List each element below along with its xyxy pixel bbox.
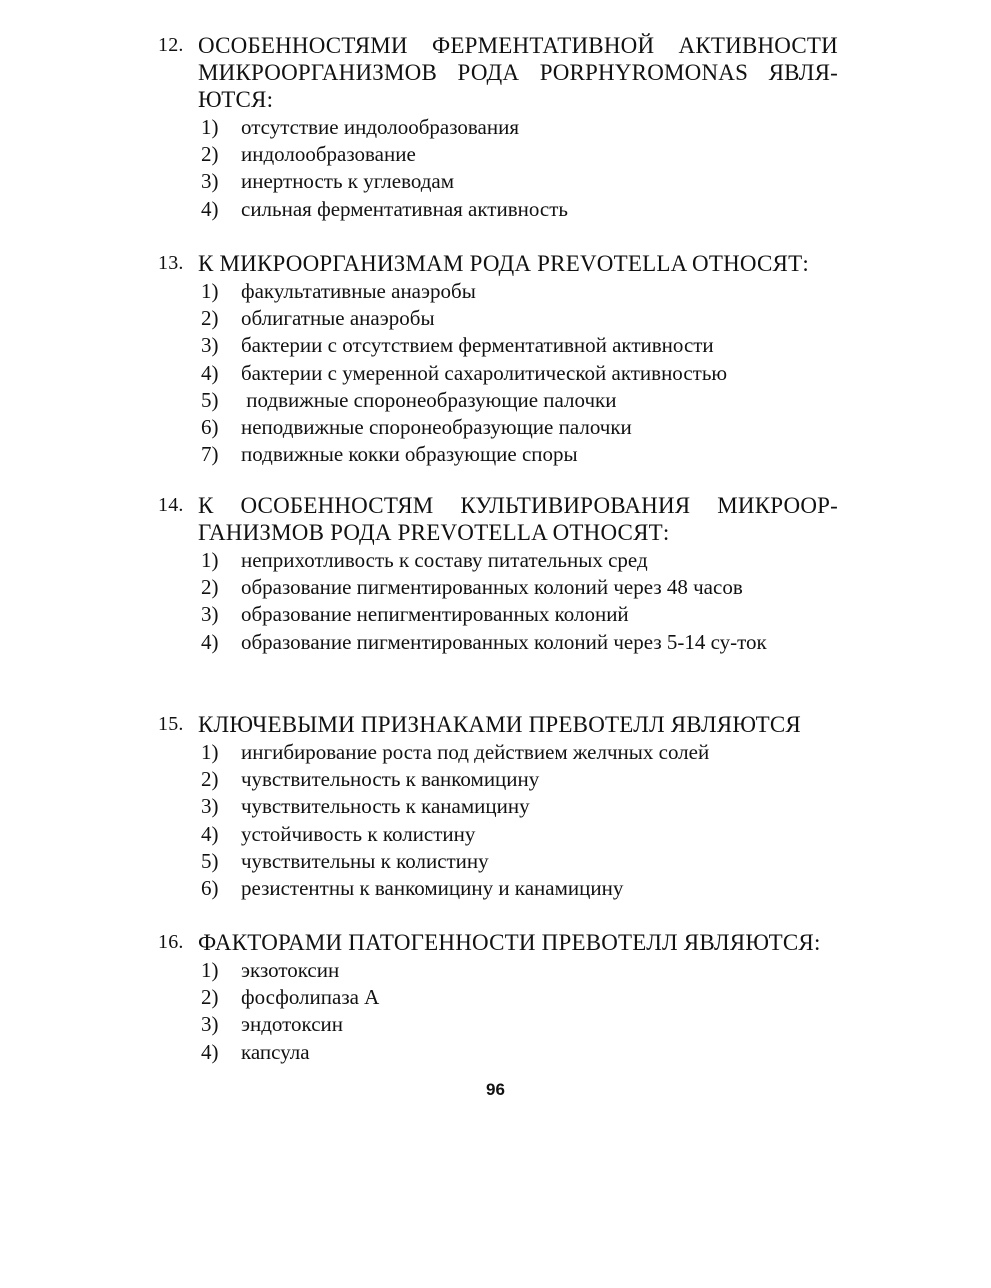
option-text: эндотоксин <box>241 1012 344 1037</box>
option-list <box>201 739 838 902</box>
option-number: 4) <box>201 821 219 846</box>
option-item <box>201 441 838 468</box>
option-number: 3) <box>201 794 219 819</box>
question-number: 13. <box>158 252 184 274</box>
option-text: подвижные споронеобразующие палочки <box>241 387 617 412</box>
question-number: 15. <box>158 713 184 735</box>
question-15 <box>158 711 838 902</box>
option-item <box>201 574 838 601</box>
option-number: 6) <box>201 876 219 901</box>
option-number: 2) <box>201 767 219 792</box>
option-number: 1) <box>201 740 219 764</box>
option-text: индолообразование <box>241 142 416 167</box>
option-item <box>201 414 838 441</box>
question-number: 12. <box>158 34 184 56</box>
option-number: 2) <box>201 985 219 1010</box>
option-text: облигатные анаэробы <box>241 306 435 331</box>
option-item <box>201 766 838 793</box>
option-item <box>201 875 838 902</box>
option-item <box>201 1011 838 1038</box>
option-text: подвижные кокки образующие споры <box>241 442 578 467</box>
option-text: чувствительны к колистину <box>241 848 489 873</box>
question-text: К ОСОБЕННОСТЯМ КУЛЬТИВИРОВАНИЯ МИКРООР-ГАНИЗМОВ РОДА PREVOTELLA ОТНОСЯТ: <box>198 493 838 545</box>
option-number: 2) <box>201 575 219 600</box>
option-item <box>201 114 838 141</box>
question-number: 16. <box>158 931 184 953</box>
option-item <box>201 821 838 848</box>
option-number: 2) <box>201 142 219 167</box>
page-number: 96 <box>486 1080 505 1099</box>
option-item <box>201 957 838 984</box>
option-number: 4) <box>201 196 219 221</box>
question-text: К МИКРООРГАНИЗМАМ РОДА PREVOTELLA ОТНОСЯТ: <box>198 251 809 276</box>
option-text: чувствительность к ванкомицину <box>241 767 540 792</box>
option-number: 3) <box>201 1012 219 1037</box>
option-text: факультативные анаэробы <box>241 279 476 303</box>
option-text: неприхотливость к составу питательных сред <box>241 548 648 572</box>
option-text: образование пигментированных колоний через 5-14 су-ток <box>241 629 767 654</box>
option-list <box>201 547 838 656</box>
option-item <box>201 278 838 305</box>
option-text: отсутствие индолообразования <box>241 115 519 139</box>
option-number: 4) <box>201 629 219 654</box>
question-12 <box>158 32 838 223</box>
option-text: экзотоксин <box>241 958 340 982</box>
option-item <box>201 141 838 168</box>
option-list <box>201 114 838 223</box>
option-item <box>201 168 838 195</box>
option-item <box>201 848 838 875</box>
question-number: 14. <box>158 494 184 516</box>
option-item <box>201 1039 838 1066</box>
question-16 <box>158 929 838 1066</box>
option-text: фосфолипаза А <box>241 985 380 1010</box>
option-text: капсула <box>241 1039 310 1064</box>
question-text: КЛЮЧЕВЫМИ ПРИЗНАКАМИ ПРЕВОТЕЛЛ ЯВЛЯЮТСЯ <box>198 712 801 737</box>
option-item <box>201 793 838 820</box>
option-item <box>201 547 838 574</box>
option-number: 3) <box>201 169 219 194</box>
option-number: 3) <box>201 602 219 627</box>
option-text: образование непигментированных колоний <box>241 602 629 627</box>
option-text: бактерии с отсутствием ферментативной активности <box>241 333 714 358</box>
option-item <box>201 387 838 414</box>
option-number: 1) <box>201 115 219 139</box>
option-number: 1) <box>201 958 219 982</box>
question-13 <box>158 250 838 468</box>
option-list <box>201 278 838 468</box>
option-item <box>201 601 838 628</box>
option-item <box>201 984 838 1011</box>
option-text: инертность к углеводам <box>241 169 455 194</box>
option-number: 4) <box>201 360 219 385</box>
option-text: бактерии с умеренной сахаролитической активностью <box>241 360 728 385</box>
option-text: сильная ферментативная активность <box>241 196 568 221</box>
option-number: 7) <box>201 442 219 467</box>
option-list <box>201 957 838 1066</box>
option-text: ингибирование роста под действием желчных солей <box>241 740 710 764</box>
option-item <box>201 629 838 656</box>
question-text: ФАКТОРАМИ ПАТОГЕННОСТИ ПРЕВОТЕЛЛ ЯВЛЯЮТСЯ: <box>198 930 821 955</box>
option-item <box>201 739 838 766</box>
question-14 <box>158 492 838 656</box>
option-text: неподвижные споронеобразующие палочки <box>241 415 632 440</box>
option-number: 2) <box>201 306 219 331</box>
option-item <box>201 196 838 223</box>
option-item <box>201 305 838 332</box>
option-text: чувствительность к канамицину <box>241 794 530 819</box>
option-number: 6) <box>201 415 219 440</box>
option-item <box>201 332 838 359</box>
option-number: 1) <box>201 548 219 572</box>
option-text: устойчивость к колистину <box>241 821 476 846</box>
option-text: резистентны к ванкомицину и канамицину <box>241 876 624 901</box>
option-number: 5) <box>201 387 219 412</box>
option-item <box>201 360 838 387</box>
option-number: 1) <box>201 279 219 303</box>
option-number: 3) <box>201 333 219 358</box>
option-number: 5) <box>201 848 219 873</box>
option-number: 4) <box>201 1039 219 1064</box>
option-text: образование пигментированных колоний через 48 часов <box>241 575 743 600</box>
question-text: ОСОБЕННОСТЯМИ ФЕРМЕНТАТИВНОЙ АКТИВНОСТИ МИКРООРГАНИЗМОВ РОДА PORPHYROMONAS ЯВЛЯ-ЮТСЯ: <box>198 33 838 112</box>
